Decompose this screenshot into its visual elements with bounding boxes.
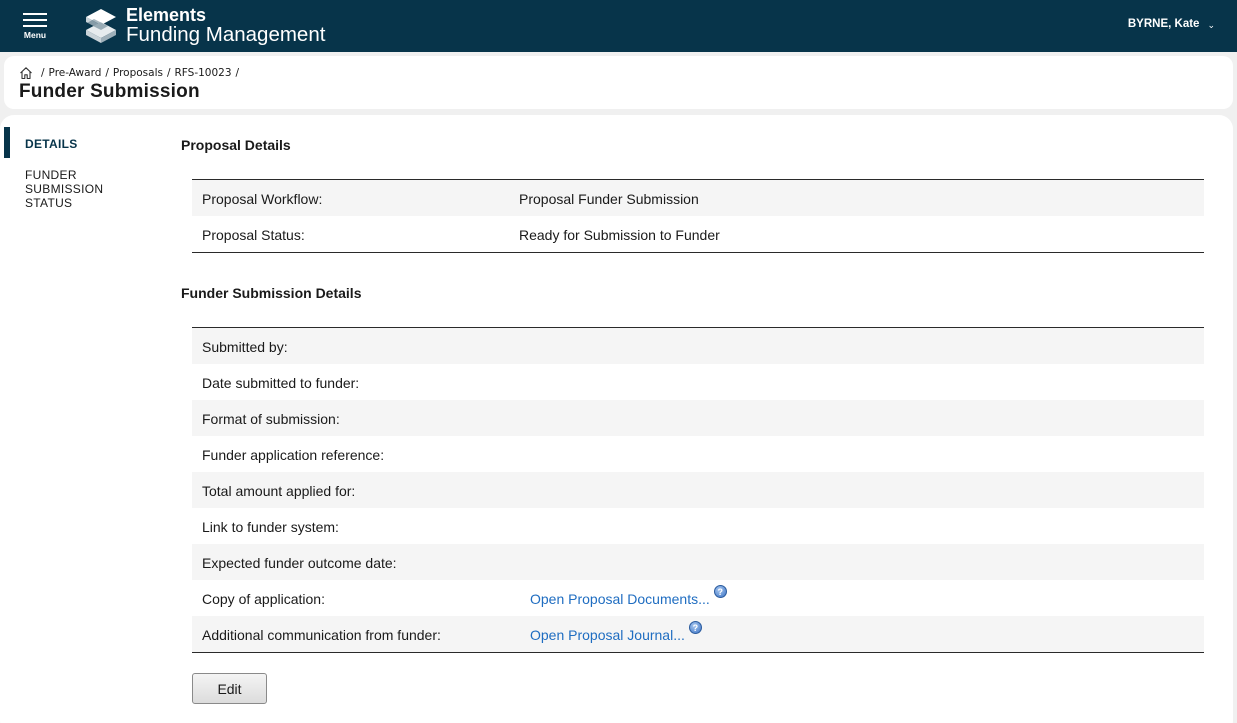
field-label: Proposal Status: [202, 227, 305, 243]
top-bar [0, 0, 1237, 52]
brand-name[interactable] [126, 6, 325, 46]
table-row [192, 544, 1204, 580]
field-label: Format of submission: [202, 411, 340, 427]
field-value: Proposal Funder Submission [519, 191, 699, 207]
elements-logo-icon [84, 8, 118, 44]
field-label: Link to funder system: [202, 519, 339, 535]
chevron-down-icon: ⌄ [1207, 20, 1215, 30]
field-value: Ready for Submission to Funder [519, 227, 720, 243]
funder-submission-heading: Funder Submission Details [181, 285, 362, 301]
breadcrumb-separator: / [166, 67, 171, 79]
edit-button[interactable]: Edit [192, 673, 267, 704]
table-row [192, 216, 1204, 252]
field-label: Submitted by: [202, 339, 288, 355]
link-text: Open Proposal Journal... [530, 627, 685, 643]
nav-item-details[interactable]: DETAILS [0, 127, 150, 158]
proposal-details-table [192, 179, 1204, 253]
hamburger-icon-bar [23, 25, 47, 27]
breadcrumb-item-pre-award[interactable]: Pre-Award [48, 67, 102, 79]
breadcrumb-separator: / [41, 67, 45, 79]
field-label: Date submitted to funder: [202, 375, 360, 391]
open-proposal-journal-link[interactable] [530, 623, 702, 643]
field-label: Expected funder outcome date: [202, 555, 397, 571]
brand-line-2: Funding Management [126, 23, 326, 46]
table-row [192, 400, 1204, 436]
breadcrumb-item-proposals[interactable]: Proposals [112, 67, 163, 79]
breadcrumb [19, 66, 243, 80]
breadcrumb-separator: / [235, 67, 240, 79]
page-header [4, 56, 1233, 109]
table-row [192, 580, 1204, 616]
hamburger-icon-bar [23, 19, 47, 21]
proposal-details-heading: Proposal Details [181, 137, 291, 153]
field-label: Funder application reference: [202, 447, 385, 463]
hamburger-icon [23, 13, 47, 15]
open-proposal-documents-link[interactable] [530, 587, 727, 607]
help-icon[interactable]: ? [689, 621, 702, 634]
table-row [192, 436, 1204, 472]
page-title: Funder Submission [19, 81, 200, 102]
nav-item-funder-submission-status[interactable]: FUNDER SUBMISSION STATUS [25, 168, 104, 210]
table-row [192, 364, 1204, 400]
table-row [192, 180, 1204, 216]
brand-line-1: Elements [126, 5, 207, 25]
table-row [192, 616, 1204, 652]
breadcrumb-separator: / [105, 67, 109, 79]
table-row [192, 472, 1204, 508]
home-icon[interactable] [19, 66, 33, 80]
table-row [192, 508, 1204, 544]
funder-submission-table [192, 327, 1204, 653]
menu-button[interactable] [20, 10, 52, 44]
section-nav [0, 127, 150, 210]
field-label: Additional communication from funder: [202, 627, 441, 643]
breadcrumb-item-proposal-id[interactable]: RFS-10023 [174, 67, 232, 79]
menu-label: Menu [23, 30, 47, 40]
user-name: BYRNE, Kate [1127, 18, 1200, 30]
table-row [192, 328, 1204, 364]
field-label: Total amount applied for: [202, 483, 356, 499]
user-menu[interactable] [1128, 18, 1215, 30]
field-label: Proposal Workflow: [202, 191, 323, 207]
field-label: Copy of application: [202, 591, 325, 607]
help-icon[interactable]: ? [714, 585, 727, 598]
link-text: Open Proposal Documents... [530, 591, 710, 607]
